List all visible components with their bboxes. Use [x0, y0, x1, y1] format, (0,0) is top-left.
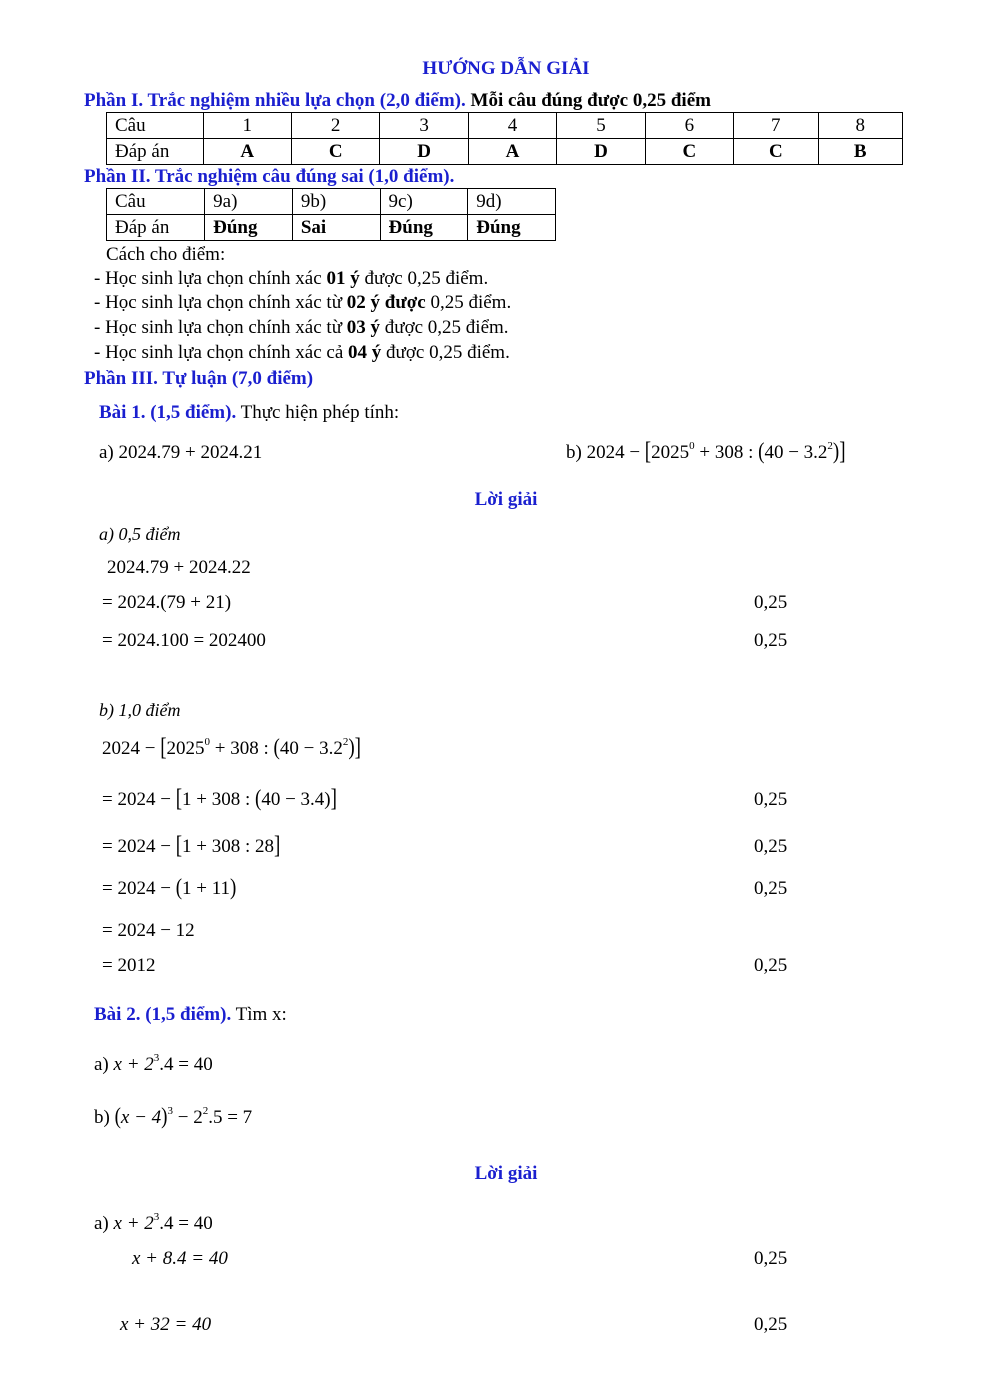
bai1-b-step: = 2024 − [1 + 308 : 28]: [102, 831, 281, 860]
table-cell: 9b): [292, 189, 380, 215]
table-row: [107, 189, 556, 215]
bai2-heading: Bài 2. (1,5 điểm).: [94, 1004, 232, 1025]
bai1-b-step: = 2012: [102, 955, 156, 976]
bai1-task-b: b) $2024 - [2025^0 + 308$ : $(40 - 3.2^2)$]: [566, 437, 846, 466]
bai1-b-step: = 2024 − 12: [102, 920, 195, 941]
step-score: 0,25: [754, 836, 788, 857]
bai1-b-points: b) 1,0 điểm: [99, 700, 181, 720]
bai2-prompt: Tìm x:: [231, 1004, 287, 1025]
bai2-sol-step: x + 32 = 40: [120, 1314, 212, 1335]
step-score: 0,25: [754, 1314, 788, 1335]
table-cell: Câu: [107, 113, 204, 139]
bai1-task-a: a) 2024.79 + 2024.21: [99, 442, 263, 463]
table-cell: C: [734, 139, 818, 165]
solution-heading: Lời giải: [474, 489, 538, 510]
table-cell: Đáp án: [107, 139, 204, 165]
bai1-prompt: Thực hiện phép tính:: [236, 402, 400, 423]
bai2-task-b: b) $(x - 4)^3 - 2^2.5 = 7$: [94, 1104, 253, 1130]
table-cell: 2: [291, 113, 379, 139]
table-cell: 6: [645, 113, 733, 139]
table-cell: D: [380, 139, 468, 165]
scoring-title: Cách cho điểm:: [106, 244, 226, 265]
bai1-a-step: 2024.79 + 2024.22: [107, 557, 251, 578]
bai1-a-step: = 2024.100 = 202400: [102, 630, 266, 651]
page-title: HƯỚNG DẪN GIẢI: [422, 58, 590, 79]
table-cell: D: [557, 139, 645, 165]
table-cell: A: [468, 139, 556, 165]
table-cell: C: [291, 139, 379, 165]
table-cell: A: [203, 139, 291, 165]
step-score: 0,25: [754, 789, 788, 810]
table-cell: B: [818, 139, 902, 165]
table-cell: C: [645, 139, 733, 165]
table-cell: 3: [380, 113, 468, 139]
table-cell: 8: [818, 113, 902, 139]
part1-heading: Phần I. Trắc nghiệm nhiều lựa chọn (2,0 điểm).: [84, 90, 466, 111]
table-cell: 4: [468, 113, 556, 139]
table-cell: Đúng: [205, 215, 293, 241]
part1-answer-table: [106, 112, 903, 165]
step-score: 0,25: [754, 955, 788, 976]
bai1-heading: Bài 1. (1,5 điểm).: [99, 402, 237, 423]
bai1-b-step: = 2024 − (1 + 11): [102, 875, 237, 901]
step-score: 0,25: [754, 630, 788, 651]
table-cell: Câu: [107, 189, 205, 215]
bai1-b-step: = 2024 − [1 + 308 : (40 − 3.4)]: [102, 784, 337, 813]
bai2-sol-a: a) $x + 2^3.4 = 40$: [94, 1211, 213, 1234]
table-cell: Đúng: [380, 215, 468, 241]
scoring-line: - Học sinh lựa chọn chính xác từ 02 ý được 0,25 điểm.: [94, 292, 512, 313]
part2-answer-table: [106, 188, 556, 241]
scoring-line: - Học sinh lựa chọn chính xác cả 04 ý được 0,25 điểm.: [94, 342, 510, 363]
bai1-a-step: = 2024.(79 + 21): [102, 592, 232, 613]
bai2-task-a: a) $x + 2^3.4 = 40$: [94, 1052, 213, 1075]
table-row: [107, 139, 903, 165]
step-score: 0,25: [754, 1248, 788, 1269]
bai1-b-step: $2024 - [2025^0 + 308$ : $(40 - 3.2^2)$]: [102, 733, 361, 762]
table-cell: Đáp án: [107, 215, 205, 241]
step-score: 0,25: [754, 878, 788, 899]
table-row: [107, 215, 556, 241]
table-cell: 9a): [205, 189, 293, 215]
part2-heading: Phần II. Trắc nghiệm câu đúng sai (1,0 điểm).: [84, 166, 455, 187]
part3-heading: Phần III. Tự luận (7,0 điểm): [84, 368, 314, 389]
table-cell: Đúng: [468, 215, 556, 241]
table-row: [107, 113, 903, 139]
table-cell: 7: [734, 113, 818, 139]
bai2-heading-line: [94, 1004, 287, 1026]
table-cell: Sai: [292, 215, 380, 241]
table-cell: 9d): [468, 189, 556, 215]
scoring-line: - Học sinh lựa chọn chính xác từ 03 ý được 0,25 điểm.: [94, 317, 509, 338]
bai1-heading-line: [99, 402, 399, 424]
table-cell: 5: [557, 113, 645, 139]
solution-heading: Lời giải: [474, 1163, 538, 1184]
part1-heading-line: [84, 90, 711, 112]
step-score: 0,25: [754, 592, 788, 613]
table-cell: 1: [203, 113, 291, 139]
scoring-line: - Học sinh lựa chọn chính xác 01 ý được 0,25 điểm.: [94, 268, 489, 289]
bai1-a-points: a) 0,5 điểm: [99, 524, 181, 544]
bai2-sol-step: x + 8.4 = 40: [132, 1248, 228, 1269]
part1-note: Mỗi câu đúng được 0,25 điểm: [465, 90, 711, 111]
table-cell: 9c): [380, 189, 468, 215]
